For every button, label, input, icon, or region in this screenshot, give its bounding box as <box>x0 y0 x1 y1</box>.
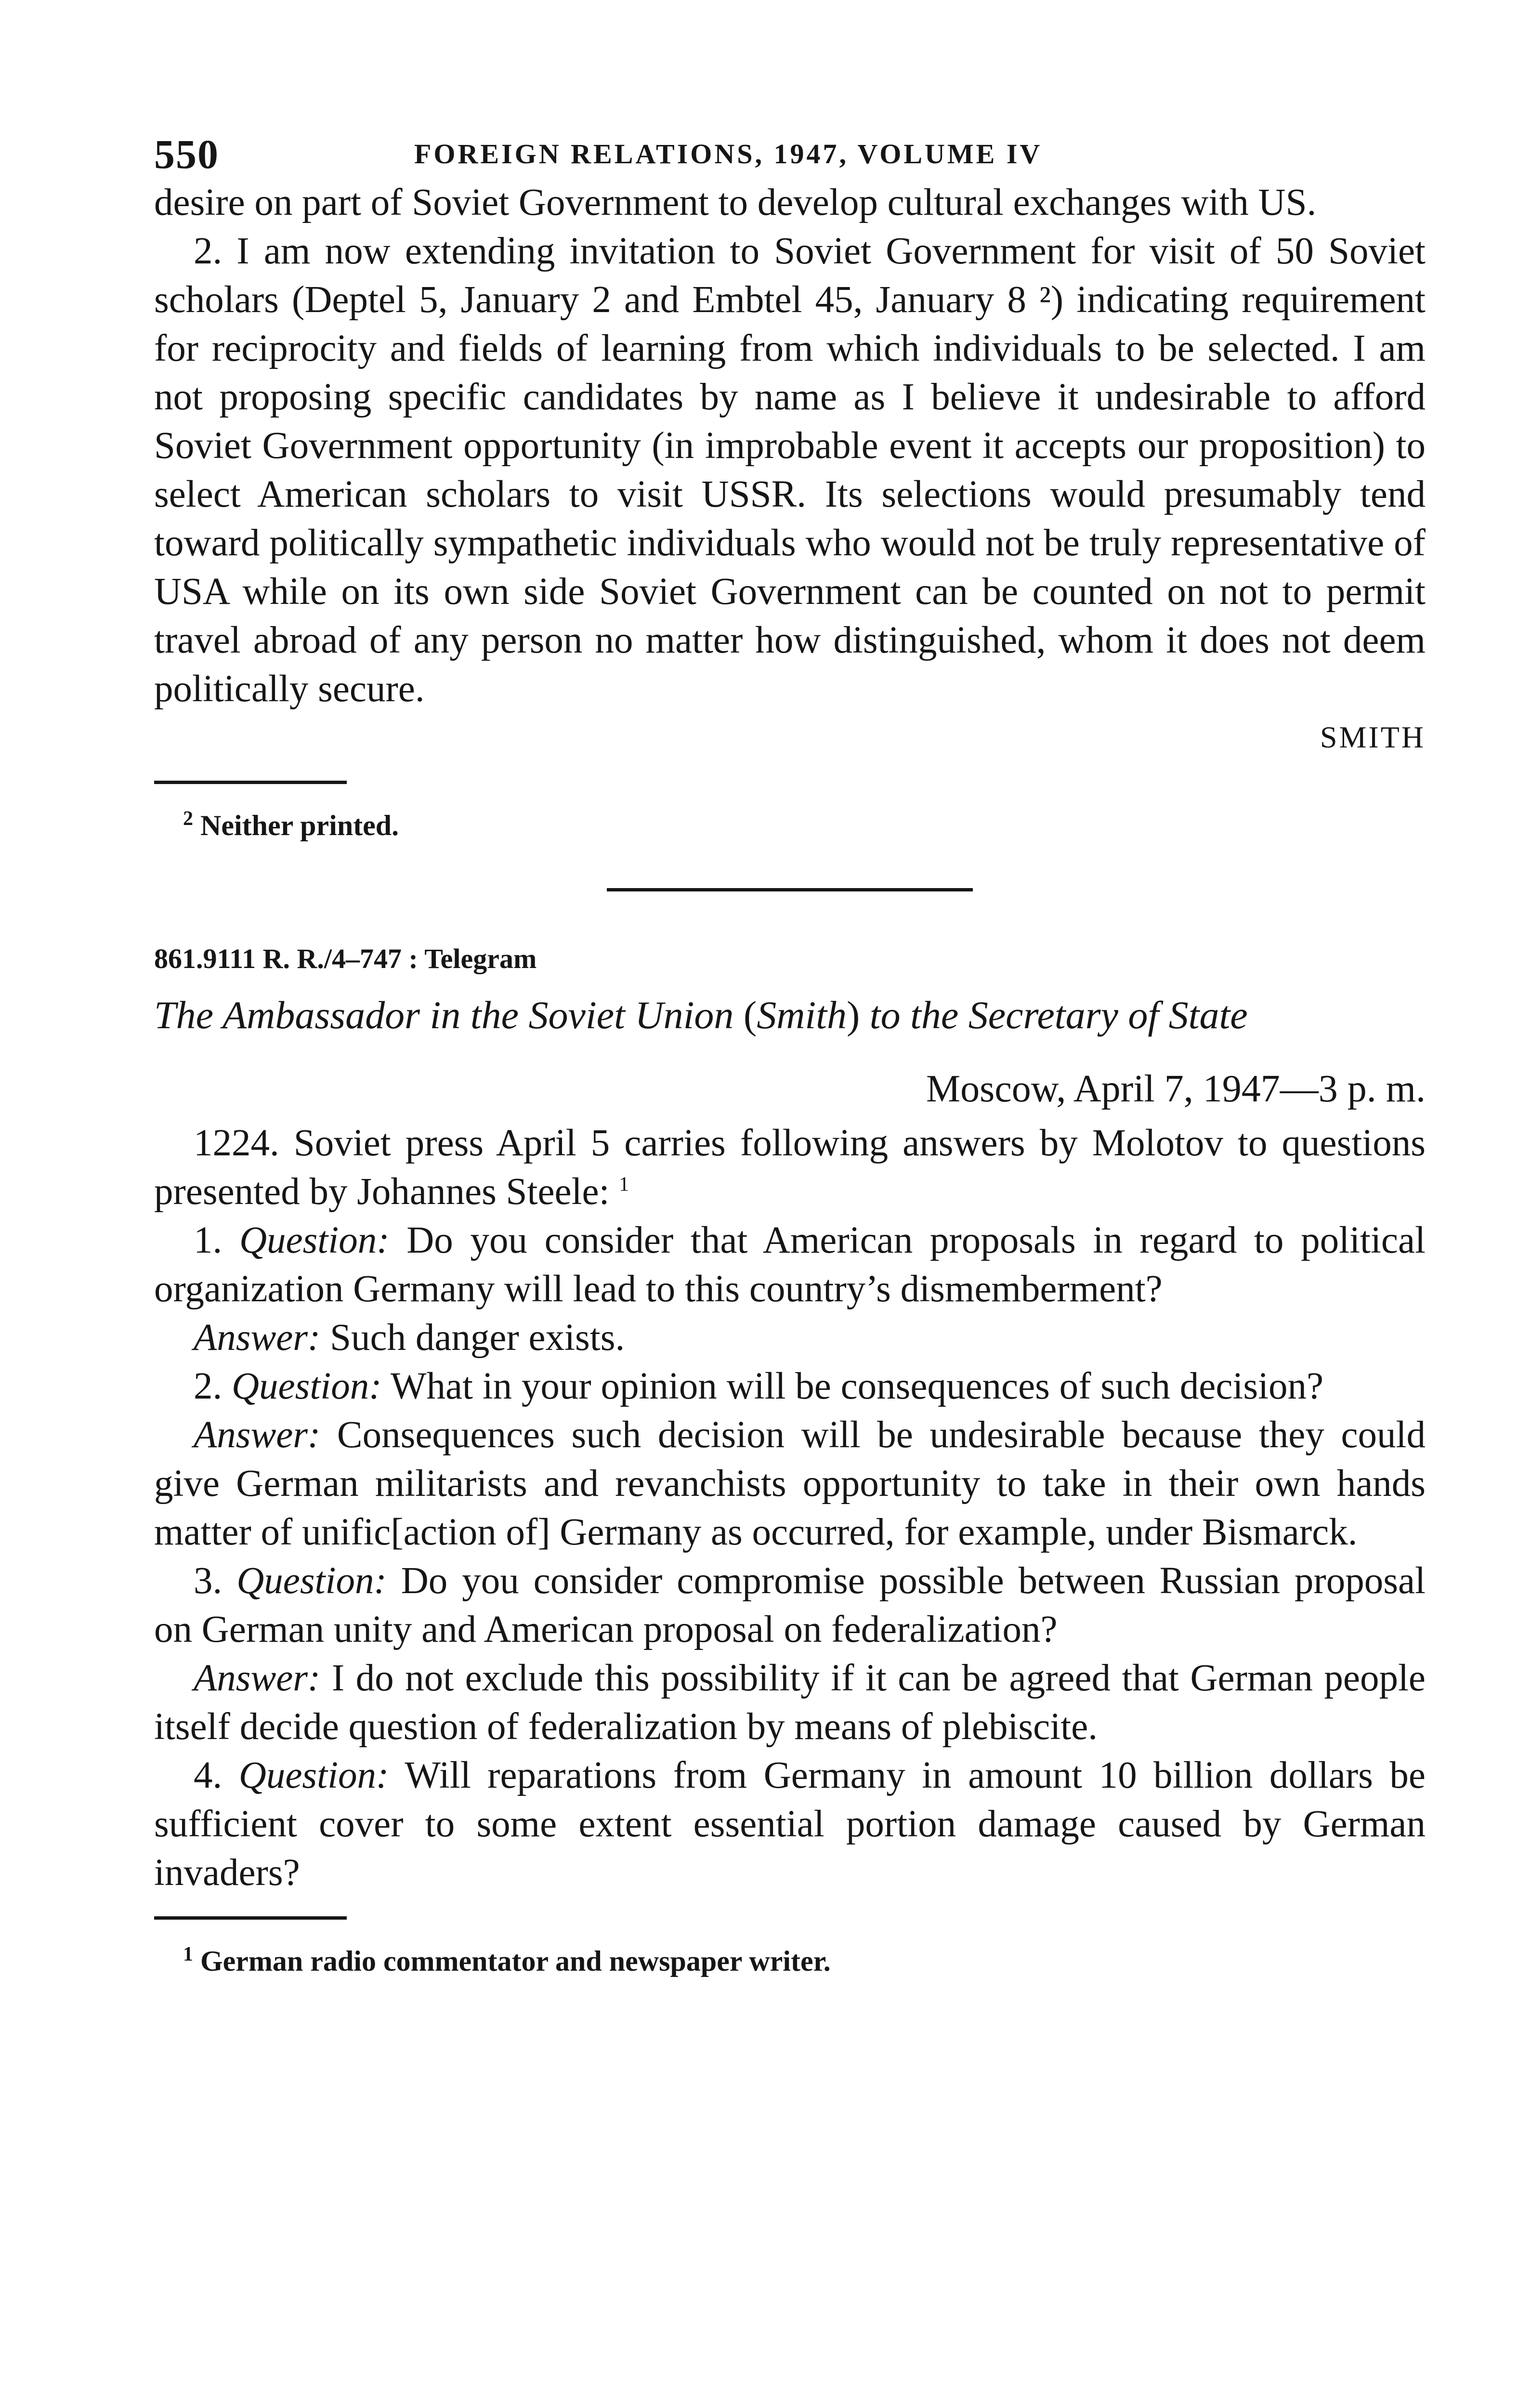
answer-3 <box>154 1654 1426 1751</box>
footnote-1 <box>183 1942 1426 1980</box>
question-text: What in your opinion will be consequences of such decision? <box>381 1365 1324 1407</box>
page-number: 550 <box>154 131 219 177</box>
section-divider <box>607 888 973 891</box>
question-4 <box>154 1751 1426 1897</box>
book-page <box>154 120 1426 1980</box>
question-1 <box>154 1216 1426 1313</box>
answer-text: Such danger exists. <box>320 1317 625 1359</box>
question-label: Question: <box>239 1219 390 1261</box>
dateline: Moscow, April 7, 1947—3 p. m. <box>926 1068 1426 1110</box>
question-number: 1. <box>194 1219 239 1261</box>
answer-text: I do not exclude this possibility if it can be agreed that German people itself decide question of federalization by means of plebiscite. <box>154 1657 1426 1748</box>
footnote-1-text: German radio commentator and newspaper writer. <box>200 1945 831 1977</box>
intro-paragraph <box>154 1119 1426 1216</box>
question-label: Question: <box>232 1365 382 1407</box>
question-number: 4. <box>194 1754 239 1796</box>
footnote-2-marker: 2 <box>183 808 193 830</box>
intro-footnote-marker: 1 <box>619 1173 629 1196</box>
footnote-rule <box>154 1916 347 1920</box>
answer-label: Answer: <box>194 1657 321 1699</box>
question-label: Question: <box>238 1754 389 1796</box>
paragraph-2: 2. I am now extending invitation to Soviet Government for visit of 50 Soviet scholars (Deptel 5, January 2 and Embtel 45, January 8 ²) indicating requirement for reciprocity and fields of learning from which individuals to be selected. I am not proposing specific candidates by name as I believe it undesirable to afford Soviet Government opportunity (in improbable event it accepts our proposition) to select American scholars to visit USSR. Its selections would presumably tend toward politically sympathetic individuals who would not be truly representative of USA while on its own side Soviet Government can be counted on not to permit travel abroad of any person no matter how distinguished, whom it does not deem politically secure. <box>154 230 1426 710</box>
heading-paren-close: ) <box>846 993 860 1037</box>
footnote-rule <box>154 781 347 784</box>
heading-part-2: to the Secretary of State <box>860 993 1248 1037</box>
question-2 <box>154 1362 1426 1411</box>
document-heading <box>154 990 1426 1041</box>
signature: SMITH <box>1320 720 1426 754</box>
footnote-1-marker: 1 <box>183 1943 193 1965</box>
answer-2 <box>154 1411 1426 1557</box>
question-text: Will reparations from Germany in amount 10 billion dollars be sufficient cover to some extent essential portion damage caused by German invaders? <box>154 1754 1426 1894</box>
running-title: FOREIGN RELATIONS, 1947, VOLUME IV <box>414 138 1043 170</box>
footnote-2 <box>183 806 1426 845</box>
answer-label: Answer: <box>194 1317 321 1359</box>
heading-name: Smith <box>757 993 847 1037</box>
answer-text: Consequences such decision will be undesirable because they could give German militarists and revanchists opportunity to take in their own hands matter of unific[action of] Germany as occurred, for example, under Bismarck. <box>154 1414 1426 1553</box>
footnote-2-text: Neither printed. <box>200 810 399 841</box>
question-number: 3. <box>194 1560 237 1602</box>
question-text: Do you consider compromise possible between Russian proposal on German unity and American proposal on federalization? <box>154 1560 1426 1650</box>
running-head <box>154 120 1426 178</box>
intro-text: 1224. Soviet press April 5 carries following answers by Molotov to questions presented by Johannes Steele: <box>154 1122 1426 1213</box>
heading-part-1: The Ambassador in the Soviet Union <box>154 993 744 1037</box>
question-text: Do you consider that American proposals in regard to political organization Germany will lead to this country’s dismemberment? <box>154 1219 1426 1310</box>
file-reference: 861.9111 R. R./4–747 : Telegram <box>154 943 537 974</box>
continuation-paragraph: desire on part of Soviet Government to develop cultural exchanges with US. <box>154 182 1317 223</box>
question-3 <box>154 1557 1426 1654</box>
question-number: 2. <box>194 1365 232 1407</box>
heading-paren-open: ( <box>743 993 757 1037</box>
answer-label: Answer: <box>194 1414 321 1456</box>
answer-1 <box>154 1313 1426 1362</box>
question-label: Question: <box>236 1560 387 1602</box>
